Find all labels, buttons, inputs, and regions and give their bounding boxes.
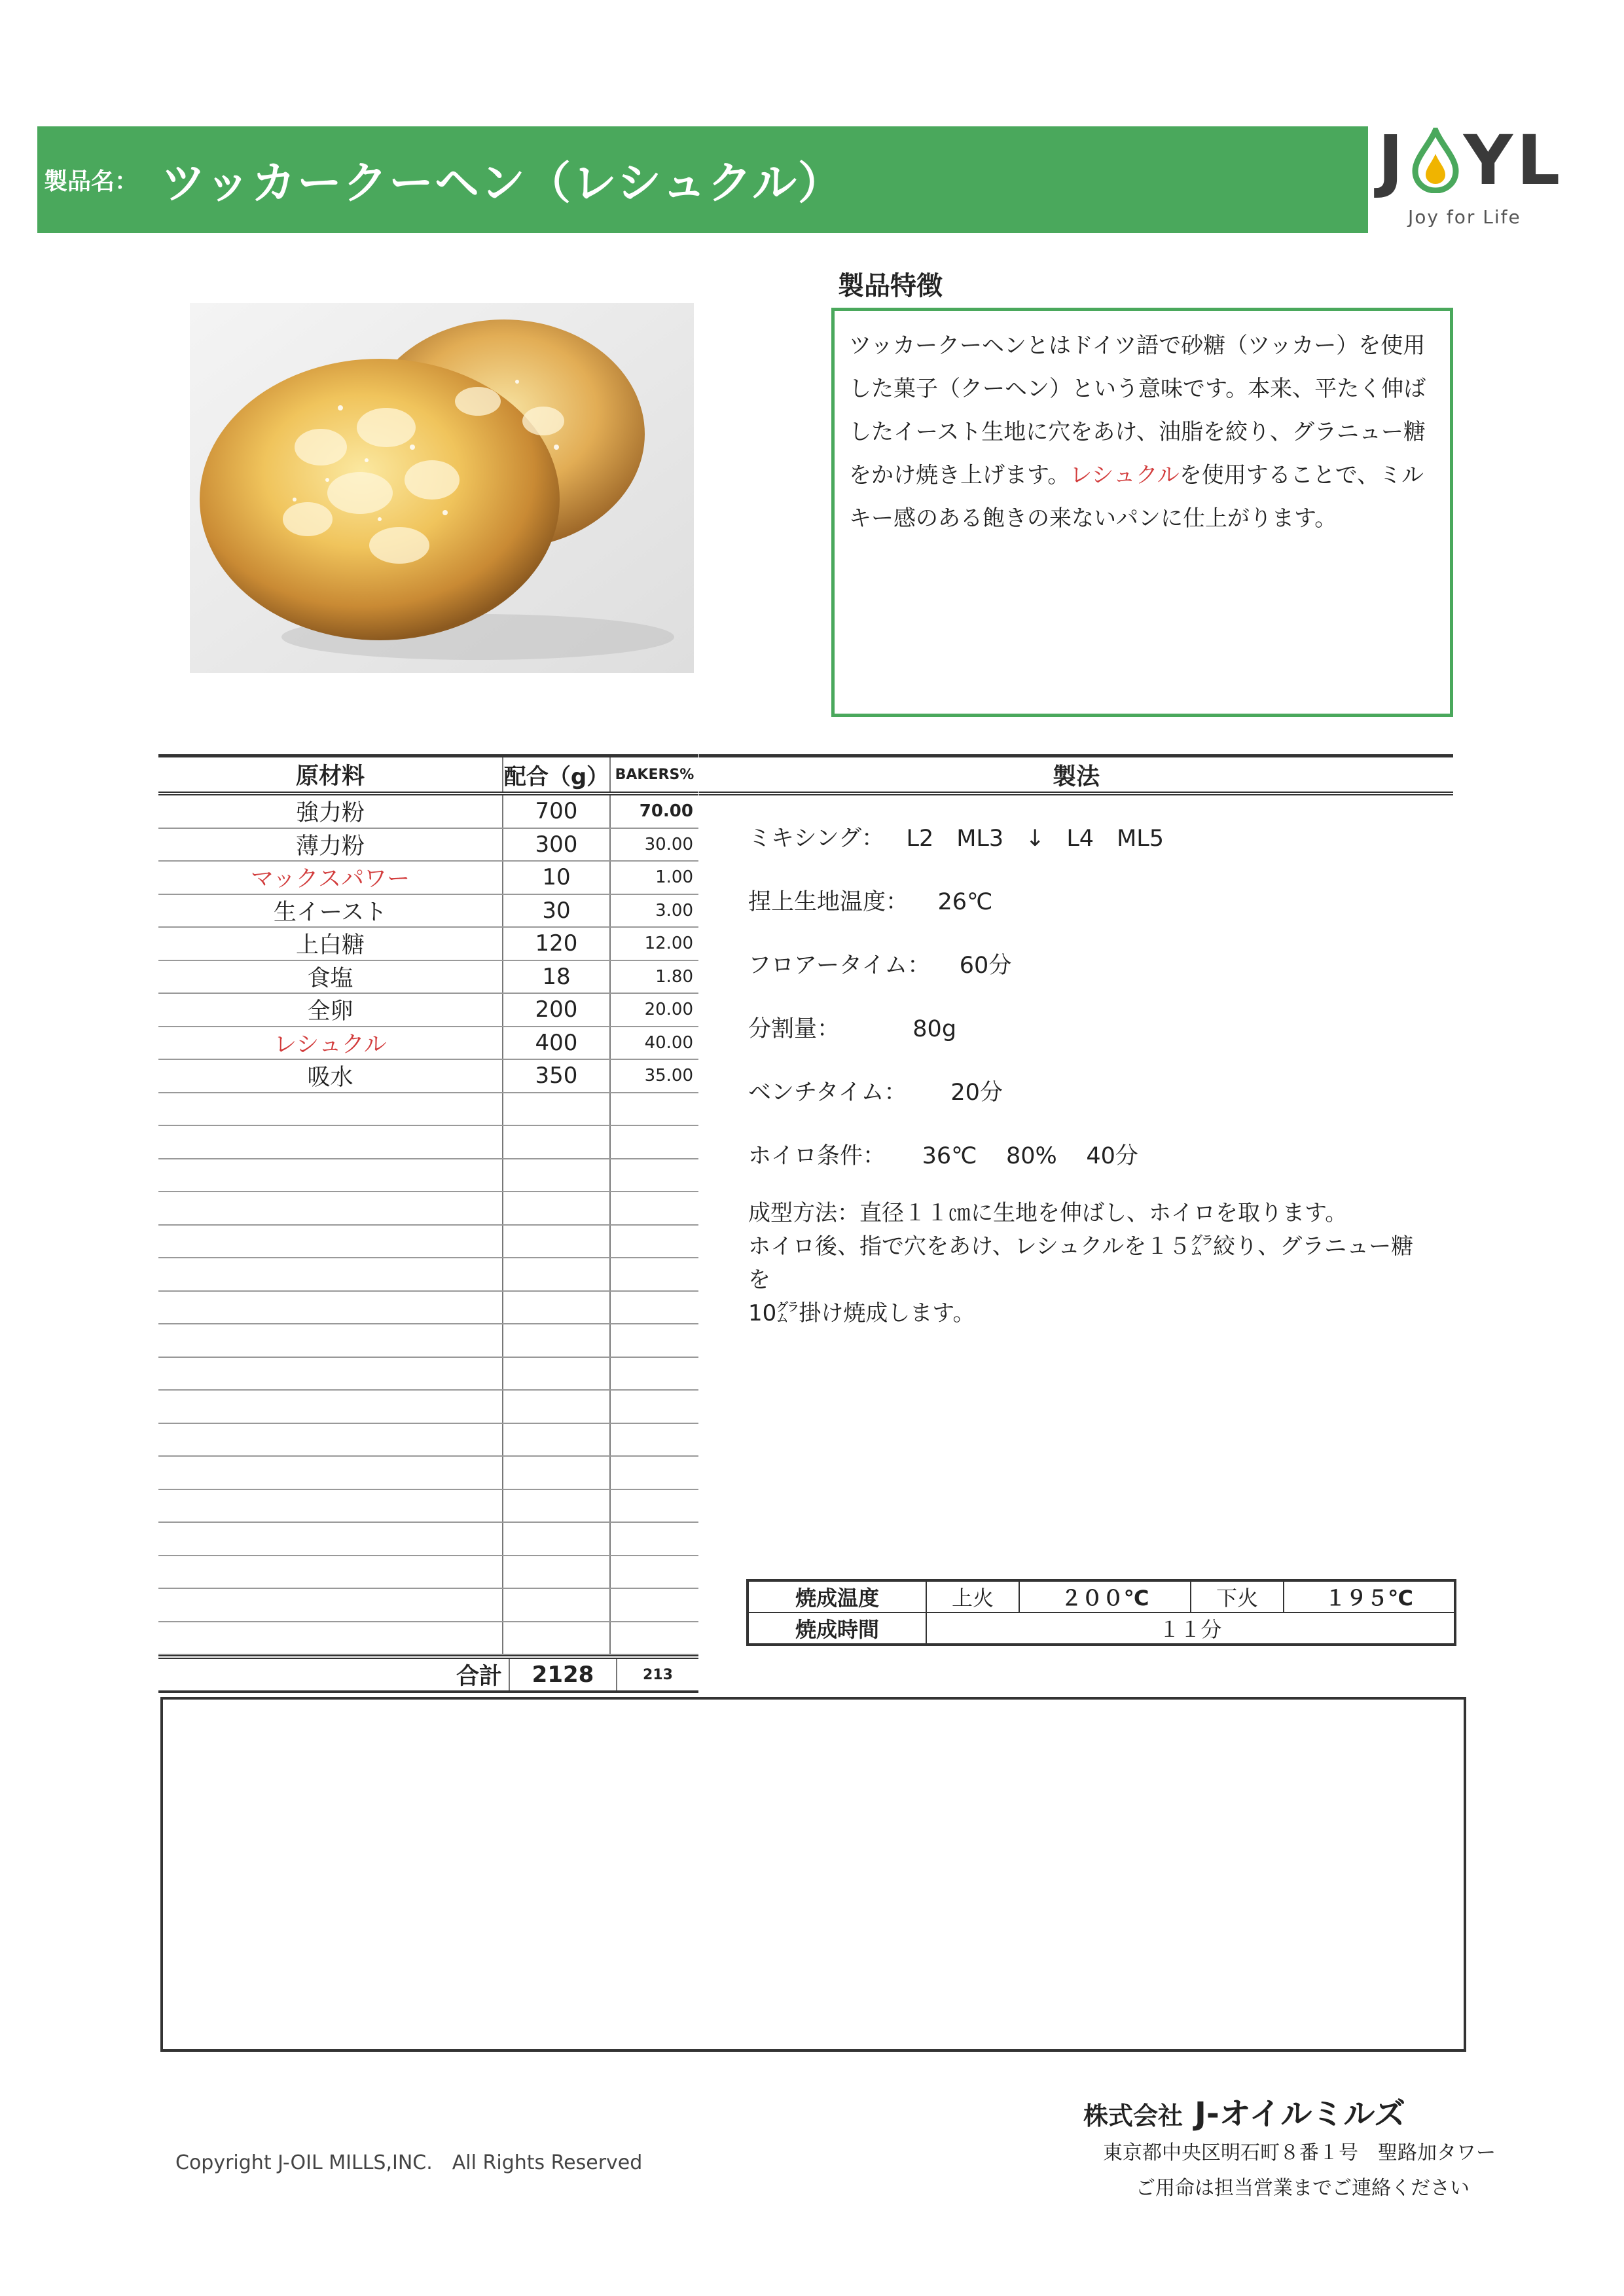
empty-row xyxy=(158,1093,698,1127)
empty-row xyxy=(158,1258,698,1292)
ingredient-name: 生イースト xyxy=(158,895,503,927)
bake-temp-row xyxy=(749,1582,1454,1612)
ingredient-percent: 3.00 xyxy=(655,900,693,920)
ingredient-percent: 70.00 xyxy=(639,801,693,822)
table-row xyxy=(158,895,698,928)
divide-label: 分割量： xyxy=(748,1016,840,1042)
mixing-line xyxy=(748,820,1164,853)
ingredient-amount: 18 xyxy=(503,961,611,993)
logo-word-right: YL xyxy=(1463,120,1564,200)
empty-row xyxy=(158,1391,698,1424)
header-amount: 配合（g） xyxy=(503,757,611,792)
feature-highlight: レシュクル xyxy=(1070,462,1180,488)
logo-word-left: J xyxy=(1378,120,1407,200)
empty-row xyxy=(158,1523,698,1556)
ingredient-name: 薄力粉 xyxy=(158,829,503,861)
empty-row xyxy=(158,1192,698,1226)
method-heading: 製法 xyxy=(699,754,1453,795)
ingredients-header xyxy=(158,754,698,795)
joyl-logo xyxy=(1371,120,1568,236)
table-row xyxy=(158,795,698,829)
kneading-temp-label: 捏上生地温度： xyxy=(748,889,909,915)
floor-time-value: 60分 xyxy=(959,953,1012,979)
empty-row xyxy=(158,1457,698,1490)
feature-text: ツッカークーヘンとはドイツ語で砂糖（ツッカー）を使用した菓子（クーヘン）という意味です。本来、平たく伸ばしたイースト生地に穴をあけ、油脂を絞り、グラニュー糖をかけ焼き上げます。 xyxy=(849,333,1426,488)
proof-humidity: 80% xyxy=(1006,1143,1057,1169)
company-name xyxy=(1083,2088,1509,2134)
empty-row xyxy=(158,1358,698,1391)
floor-time-line xyxy=(748,947,1011,980)
header-name: 原材料 xyxy=(158,757,503,792)
mixing-value-b: L4 ML5 xyxy=(1066,826,1164,852)
total-label: 合計 xyxy=(158,1659,510,1690)
ingredient-percent: 30.00 xyxy=(644,834,693,854)
table-row xyxy=(158,1060,698,1093)
company-address: 東京都中央区明石町８番１号 聖路加タワー xyxy=(1103,2141,1496,2164)
empty-row xyxy=(158,1424,698,1457)
bench-time-line xyxy=(748,1074,1003,1107)
ingredient-name: 強力粉 xyxy=(158,795,503,828)
kneading-temp-line xyxy=(748,884,992,917)
table-row xyxy=(158,994,698,1027)
table-row xyxy=(158,1027,698,1061)
empty-row xyxy=(158,1324,698,1358)
feature-heading: 製品特徴 xyxy=(838,271,943,301)
product-photo xyxy=(190,303,694,673)
ingredient-percent: 12.00 xyxy=(644,934,693,954)
empty-row xyxy=(158,1292,698,1325)
table-row xyxy=(158,862,698,895)
divide-value: 80g xyxy=(912,1016,957,1042)
company-block xyxy=(1083,2088,1509,2200)
floor-time-label: フロアータイム： xyxy=(748,953,931,979)
empty-row xyxy=(158,1490,698,1523)
header-percent: BAKERS% xyxy=(615,766,695,783)
logo-word xyxy=(1378,120,1564,200)
ingredient-amount: 700 xyxy=(503,795,611,828)
total-percent: 213 xyxy=(643,1666,673,1683)
company-note: ご用命は担当営業までご連絡ください xyxy=(1136,2177,1470,2200)
empty-row xyxy=(158,1126,698,1159)
proof-time: 40分 xyxy=(1086,1143,1138,1169)
forming-line-2: ホイロ後、指で穴をあけ、レシュクルを１５㌘絞り、グラニュー糖を xyxy=(748,1233,1414,1293)
bake-time-value: １１分 xyxy=(1159,1617,1222,1642)
product-title: ツッカークーヘン（レシュクル） xyxy=(161,158,844,210)
ingredient-amount: 400 xyxy=(503,1027,611,1059)
bake-table xyxy=(746,1579,1456,1646)
ingredients-table xyxy=(158,754,698,1693)
table-row xyxy=(158,829,698,862)
mixing-value-a: L2 ML3 xyxy=(906,826,1004,852)
top-heat-value: ２００℃ xyxy=(1020,1582,1191,1612)
proof-line xyxy=(748,1138,1138,1171)
bench-time-value: 20分 xyxy=(950,1080,1003,1106)
kneading-temp-value: 26℃ xyxy=(937,889,993,915)
bake-temp-label: 焼成温度 xyxy=(749,1582,927,1612)
notes-box xyxy=(160,1697,1466,2052)
bench-time-label: ベンチタイム： xyxy=(748,1080,907,1106)
empty-row xyxy=(158,1159,698,1193)
total-row xyxy=(158,1655,698,1693)
mixing-label: ミキシング： xyxy=(748,826,885,852)
company-prefix: 株式会社 xyxy=(1083,2102,1183,2130)
drop-icon xyxy=(1410,128,1461,193)
total-amount: 2128 xyxy=(510,1659,617,1690)
company-brand: J-オイルミルズ xyxy=(1195,2096,1405,2132)
down-arrow-icon: ↓ xyxy=(1025,826,1045,852)
ingredient-name: レシュクル xyxy=(158,1027,503,1059)
forming-method xyxy=(748,1197,1435,1330)
table-row xyxy=(158,928,698,961)
ingredient-amount: 120 xyxy=(503,928,611,960)
ingredient-name: 食塩 xyxy=(158,961,503,993)
logo-tagline: Joy for Life xyxy=(1408,206,1521,228)
ingredient-amount: 300 xyxy=(503,829,611,861)
bottom-heat-label: 下火 xyxy=(1191,1582,1284,1612)
ingredient-name: マックスパワー xyxy=(158,862,503,894)
ingredient-percent: 20.00 xyxy=(644,1000,693,1020)
divide-line xyxy=(748,1011,956,1044)
ingredient-percent: 1.00 xyxy=(655,867,693,888)
table-row xyxy=(158,961,698,994)
forming-line-3: 10㌘掛け焼成します。 xyxy=(748,1300,975,1326)
ingredient-amount: 10 xyxy=(503,862,611,894)
empty-row xyxy=(158,1226,698,1259)
empty-row xyxy=(158,1622,698,1656)
ingredient-amount: 200 xyxy=(503,994,611,1026)
copyright: Copyright J-OIL MILLS,INC. All Rights Reserved xyxy=(175,2151,643,2174)
forming-line-1: 成型方法：直径１１㎝に生地を伸ばし、ホイロを取ります。 xyxy=(748,1200,1348,1226)
ingredient-amount: 350 xyxy=(503,1060,611,1092)
ingredient-percent: 35.00 xyxy=(644,1066,693,1086)
bake-time-label: 焼成時間 xyxy=(749,1613,927,1643)
bottom-heat-value: １９５℃ xyxy=(1325,1586,1413,1611)
feature-box xyxy=(831,308,1453,717)
feature-text-end: を使用することで、ミルキー感のある飽きの来ないパンに仕上がります。 xyxy=(849,462,1424,532)
empty-row xyxy=(158,1556,698,1590)
ingredient-name: 吸水 xyxy=(158,1060,503,1092)
proof-label: ホイロ条件： xyxy=(748,1143,886,1169)
ingredient-amount: 30 xyxy=(503,895,611,927)
ingredient-name: 全卵 xyxy=(158,994,503,1026)
title-label: 製品名： xyxy=(44,168,139,195)
ingredient-percent: 1.80 xyxy=(655,966,693,987)
title-bar xyxy=(37,126,1368,233)
ingredient-name: 上白糖 xyxy=(158,928,503,960)
ingredient-percent: 40.00 xyxy=(644,1032,693,1053)
bake-time-row xyxy=(749,1612,1454,1643)
top-heat-label: 上火 xyxy=(927,1582,1020,1612)
proof-temp: 36℃ xyxy=(922,1143,977,1169)
empty-row xyxy=(158,1589,698,1622)
